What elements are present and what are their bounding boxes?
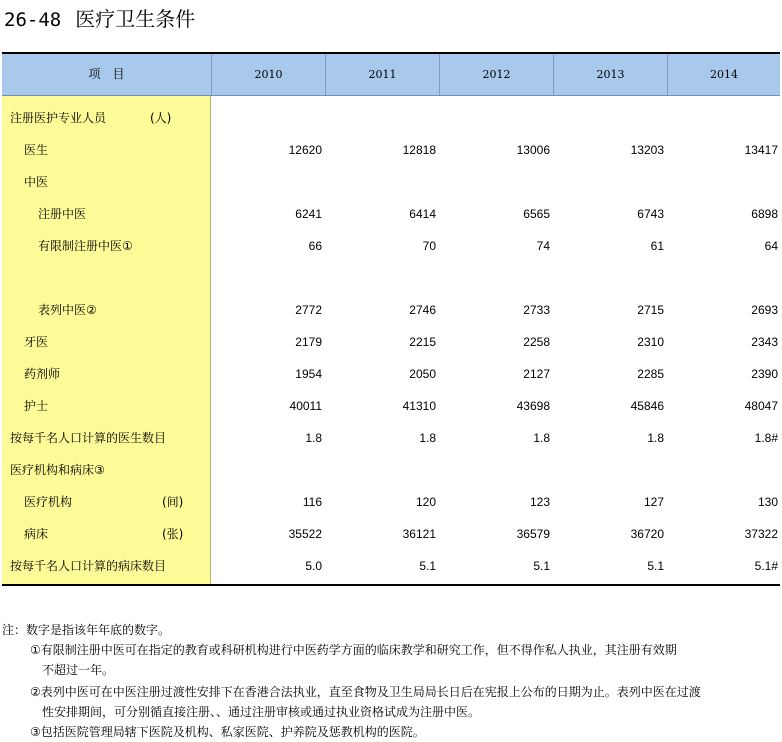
cell-value-2013: 36720: [630, 527, 664, 541]
cell-value-2013: [564, 102, 664, 134]
header-year-2011: 2011: [325, 54, 439, 95]
table-row: [2, 390, 780, 422]
cell-value-2013: 45846: [630, 399, 664, 413]
cell-value-2013: 2310: [637, 335, 664, 349]
note-3: ③包括医院管理局辖下医院及机构、私家医院、护养院及惩教机构的医院。: [30, 725, 425, 739]
header-year-2012: 2012: [439, 54, 553, 95]
row-label: 牙医: [24, 335, 49, 349]
cell-value-2011: 36121: [402, 527, 436, 541]
cell-value-2013: 61: [650, 239, 664, 253]
cell-value-2012: 5.1: [533, 559, 550, 573]
note-2: ②表列中医可在中医注册过渡性安排下在香港合法执业，直至食物及卫生局局长日后在宪报上公布的日期为止。表列中医在过渡: [30, 685, 701, 699]
table-row: [2, 102, 780, 134]
table-row: [2, 166, 780, 198]
cell-value-2013: 127: [643, 495, 664, 509]
row-label: 中医: [24, 175, 49, 189]
cell-value-2011: 6414: [409, 207, 436, 221]
row-label: 护士: [24, 399, 49, 413]
row-label: 医疗机构和病床③: [10, 463, 105, 477]
cell-value-2010: 66: [308, 239, 322, 253]
table-row: [2, 134, 780, 166]
cell-value-2010: 35522: [288, 527, 322, 541]
table-row: [2, 230, 780, 262]
page-title: [4, 4, 195, 34]
row-unit: (张): [162, 527, 184, 541]
cell-value-2013: [564, 262, 664, 294]
row-unit: (间): [162, 495, 184, 509]
row-label: 注册中医: [38, 207, 87, 221]
cell-value-2011: [336, 166, 436, 198]
cell-value-2014: 13417: [744, 143, 778, 157]
cell-value-2010: 2179: [295, 335, 322, 349]
cell-value-2013: 6743: [637, 207, 664, 221]
header-year-2014: 2014: [667, 54, 780, 95]
cell-value-2014: 37322: [744, 527, 778, 541]
cell-value-2014: [678, 102, 778, 134]
cell-value-2014: [678, 454, 778, 486]
row-label: 药剂师: [24, 367, 61, 381]
cell-value-2011: [336, 454, 436, 486]
cell-value-2012: [450, 102, 550, 134]
row-label: 注册医护专业人员: [10, 111, 107, 125]
cell-value-2014: [678, 166, 778, 198]
cell-value-2014: [678, 262, 778, 294]
cell-value-2010: 1.8: [305, 431, 322, 445]
note-1-cont: 不超过一年。: [42, 663, 115, 677]
row-unit: (人): [150, 111, 172, 125]
cell-value-2012: 2258: [523, 335, 550, 349]
note-2-cont: 性安排期间，可分别循直接注册、、通过注册审核或通过执业资格试成为注册中医。: [42, 705, 481, 719]
cell-value-2010: [222, 102, 322, 134]
cell-value-2013: 1.8: [647, 431, 664, 445]
table-row: [2, 294, 780, 326]
row-label: 按每千名人口计算的医生数目: [10, 431, 167, 445]
cell-value-2012: 123: [529, 495, 550, 509]
cell-value-2013: 2715: [637, 303, 664, 317]
table-header: [2, 54, 780, 96]
header-item: 项 目: [88, 67, 125, 81]
cell-value-2013: [564, 454, 664, 486]
table-row: [2, 550, 780, 582]
row-label: 病床: [24, 527, 49, 541]
cell-value-2010: 2772: [295, 303, 322, 317]
cell-value-2014: 130: [757, 495, 778, 509]
cell-value-2014: 2390: [751, 367, 778, 381]
cell-value-2013: 13203: [630, 143, 664, 157]
table-row: [2, 358, 780, 390]
header-year-2013: 2013: [553, 54, 667, 95]
cell-value-2012: 36579: [516, 527, 550, 541]
data-table: [2, 52, 780, 586]
header-year-2010: 2010: [211, 54, 325, 95]
cell-value-2012: 74: [536, 239, 550, 253]
cell-value-2012: [450, 166, 550, 198]
cell-value-2012: 1.8: [533, 431, 550, 445]
cell-value-2013: 5.1: [647, 559, 664, 573]
cell-value-2010: [222, 166, 322, 198]
cell-value-2011: 2746: [409, 303, 436, 317]
table-row: [2, 198, 780, 230]
cell-value-2014: 6898: [751, 207, 778, 221]
cell-value-2011: [336, 262, 436, 294]
table-number: 26-48: [4, 9, 62, 31]
cell-value-2013: [564, 166, 664, 198]
cell-value-2011: 2050: [409, 367, 436, 381]
row-label: 有限制注册中医①: [38, 239, 133, 253]
cell-value-2010: 5.0: [305, 559, 322, 573]
cell-value-2011: 120: [415, 495, 436, 509]
note-general: 注：数字是指该年年底的数字。: [2, 623, 171, 637]
cell-value-2013: 2285: [637, 367, 664, 381]
cell-value-2012: [450, 262, 550, 294]
cell-value-2010: [222, 262, 322, 294]
cell-value-2011: 41310: [402, 399, 436, 413]
cell-value-2011: [336, 102, 436, 134]
cell-value-2012: 2733: [523, 303, 550, 317]
cell-value-2011: 5.1: [419, 559, 436, 573]
cell-value-2014: 48047: [744, 399, 778, 413]
cell-value-2014: 2693: [751, 303, 778, 317]
cell-value-2010: [222, 454, 322, 486]
cell-value-2012: 43698: [516, 399, 550, 413]
cell-value-2010: 1954: [295, 367, 322, 381]
table-row: [2, 422, 780, 454]
cell-value-2012: 2127: [523, 367, 550, 381]
cell-value-2011: 2215: [409, 335, 436, 349]
cell-value-2010: 40011: [289, 399, 322, 413]
note-1: ①有限制注册中医可在指定的教育或科研机构进行中医药学方面的临床教学和研究工作，但不得作私人执业，其注册有效期: [30, 643, 677, 657]
table-row: [2, 262, 780, 294]
row-label: 医生: [24, 143, 49, 157]
cell-value-2014: 1.8#: [754, 431, 778, 445]
table-row: [2, 454, 780, 486]
cell-value-2014: 5.1#: [754, 559, 778, 573]
table-bottom-rule: [2, 584, 780, 586]
cell-value-2010: 12620: [288, 143, 322, 157]
cell-value-2014: 64: [764, 239, 778, 253]
table-title: 医疗卫生条件: [75, 7, 196, 31]
cell-value-2011: 70: [422, 239, 436, 253]
cell-value-2011: 1.8: [419, 431, 436, 445]
cell-value-2012: 13006: [516, 143, 550, 157]
table-row: [2, 486, 780, 518]
row-label: 医疗机构: [24, 495, 73, 509]
cell-value-2011: 12818: [402, 143, 436, 157]
row-label: 表列中医②: [38, 303, 97, 317]
table-row: [2, 518, 780, 550]
table-row: [2, 326, 780, 358]
cell-value-2012: 6565: [523, 207, 550, 221]
cell-value-2010: 116: [302, 495, 322, 509]
cell-value-2010: 6241: [295, 207, 322, 221]
cell-value-2012: [450, 454, 550, 486]
cell-value-2014: 2343: [751, 335, 778, 349]
row-label: 按每千名人口计算的病床数目: [10, 559, 167, 573]
